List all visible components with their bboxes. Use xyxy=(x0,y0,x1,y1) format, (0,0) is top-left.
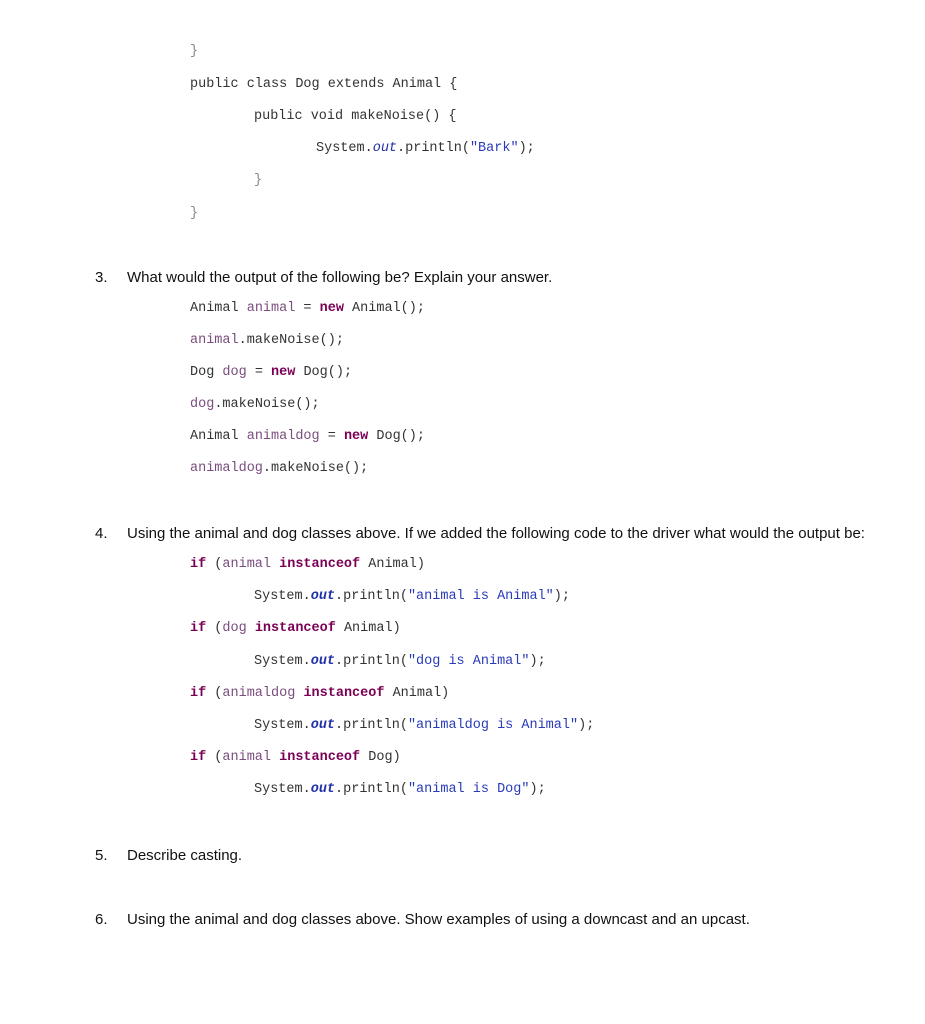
q3-code-line-3: Dog dog = new Dog(); xyxy=(190,365,353,380)
code-method-closing-brace: } xyxy=(254,173,263,188)
q3-code-line-2: animal.makeNoise(); xyxy=(190,333,344,348)
q3-code-line-5: Animal animaldog = new Dog(); xyxy=(190,429,425,444)
q4-if-line-1: if (animal instanceof Animal) xyxy=(190,557,425,572)
q4-println-line-2: System.out.println("dog is Animal"); xyxy=(254,654,546,669)
q4-println-line-1: System.out.println("animal is Animal"); xyxy=(254,589,570,604)
code-dog-class-declaration: public class Dog extends Animal { xyxy=(190,77,458,92)
code-println-bark: System.out.println("Bark"); xyxy=(316,141,535,156)
question-4-number: 4. xyxy=(95,525,108,542)
question-3-text: What would the output of the following be? Explain your answer. xyxy=(127,269,553,286)
code-makenoise-method: public void makeNoise() { xyxy=(254,109,457,124)
question-5-text: Describe casting. xyxy=(127,847,243,864)
q3-code-line-4: dog.makeNoise(); xyxy=(190,397,320,412)
question-6-number: 6. xyxy=(95,911,108,928)
q4-println-line-4: System.out.println("animal is Dog"); xyxy=(254,782,546,797)
q4-if-line-3: if (animaldog instanceof Animal) xyxy=(190,686,450,701)
question-3-number: 3. xyxy=(95,269,108,286)
code-closing-brace: } xyxy=(190,44,199,59)
q3-code-line-6: animaldog.makeNoise(); xyxy=(190,461,369,476)
question-6-text: Using the animal and dog classes above. Show examples of using a downcast and an upcast. xyxy=(127,911,750,928)
q3-code-line-1: Animal animal = new Animal(); xyxy=(190,301,425,316)
code-class-closing-brace: } xyxy=(190,206,199,221)
q4-println-line-3: System.out.println("animaldog is Animal"); xyxy=(254,718,595,733)
q4-if-line-2: if (dog instanceof Animal) xyxy=(190,621,401,636)
q4-if-line-4: if (animal instanceof Dog) xyxy=(190,750,401,765)
question-4-text: Using the animal and dog classes above. If we added the following code to the driver what would the output be: xyxy=(127,525,865,542)
question-5-number: 5. xyxy=(95,847,108,864)
